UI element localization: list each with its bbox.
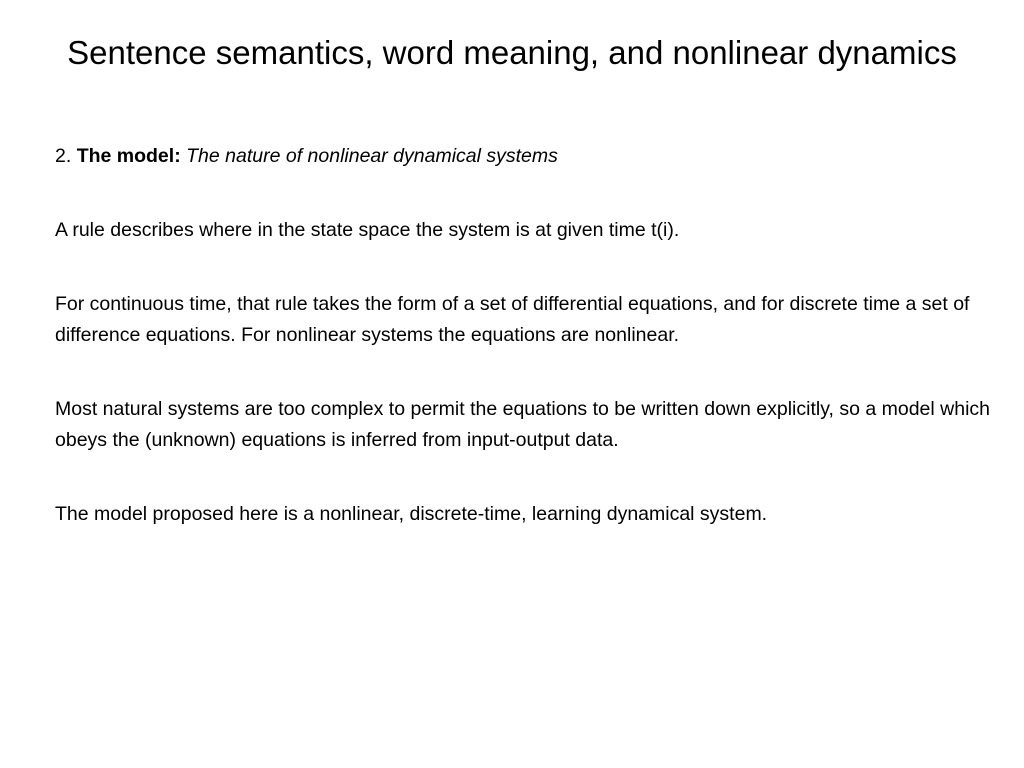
- section-subtitle: The nature of nonlinear dynamical systems: [186, 145, 558, 167]
- paragraph-continuous-time: For continuous time, that rule takes the form of a set of differential equations, and for discrete time a set of difference equations. For nonlinear systems the equations are nonlinear.: [55, 293, 970, 346]
- paragraph-model-proposed: The model proposed here is a nonlinear, discrete-time, learning dynamical system.: [55, 503, 768, 525]
- slide-title: Sentence semantics, word meaning, and nonlinear dynamics: [67, 34, 957, 71]
- paragraph-natural-systems: Most natural systems are too complex to permit the equations to be written down explicitly, so a model which obeys the (unknown) equations is inferred from input-output data.: [55, 398, 990, 451]
- paragraph-rule: A rule describes where in the state space the system is at given time t(i).: [55, 219, 680, 241]
- section-heading: [55, 141, 995, 172]
- section-label: The model:: [76, 145, 181, 167]
- section-number: 2.: [55, 145, 72, 167]
- slide-body: [55, 141, 995, 530]
